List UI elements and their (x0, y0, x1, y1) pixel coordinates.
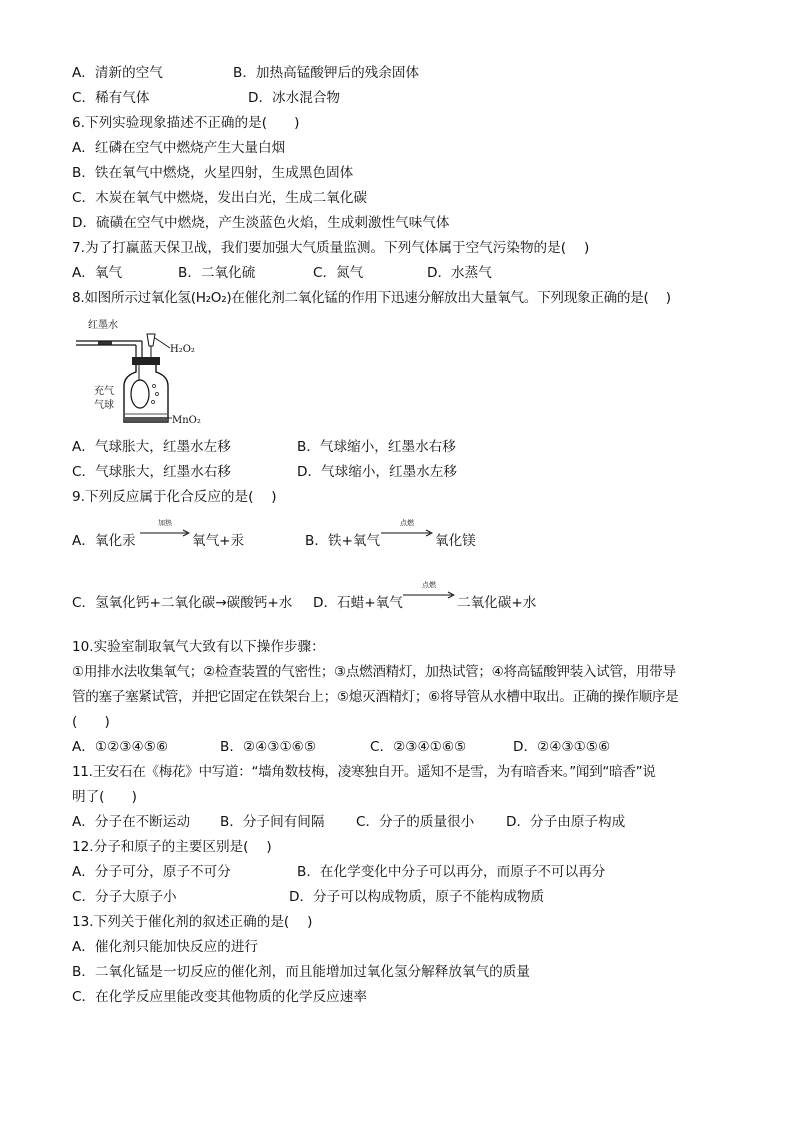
q13-option-b: B．二氧化锰是一切反应的催化剂，而且能增加过氧化氢分解释放氧气的质量 (72, 964, 530, 980)
label-balloon-1: 充气 (94, 386, 114, 397)
label-balloon-2: 气球 (94, 400, 114, 411)
label-h2o2: H₂O₂ (170, 344, 195, 355)
q12-option-d: D．分子可以构成物质，原子不能构成物质 (289, 889, 545, 905)
q8-option-a: A．气球胀大，红墨水左移 (72, 439, 231, 455)
q11-stem-line-1: 11.王安石在《梅花》中写道：“墙角数枝梅，凌寒独自开。遥知不是雪，为有暗香来。”闻到“暗香”说 (72, 764, 656, 780)
dropper (147, 334, 155, 346)
q7-option-b: B．二氧化硫 (178, 265, 256, 281)
q7-option-a: A．氧气 (72, 265, 123, 281)
q9-option-b-condition: 点燃 (400, 519, 414, 527)
q5-option-a: A．清新的空气 (72, 65, 163, 81)
q9-option-d-product: 二氧化碳+水 (457, 595, 537, 611)
q6-option-a: A．红磷在空气中燃烧产生大量白烟 (72, 140, 286, 156)
q7-stem: 7.为了打赢蓝天保卫战，我们要加强大气质量监测。下列气体属于空气污染物的是( ) (72, 240, 590, 256)
q5-option-b: B．加热高锰酸钾后的残余固体 (233, 65, 420, 81)
q9-option-a-reactant: A．氧化汞 (72, 533, 136, 549)
q5-option-c: C．稀有气体 (72, 90, 150, 106)
q12-stem: 12.分子和原子的主要区别是( ) (72, 839, 272, 855)
q7-option-c: C．氮气 (313, 265, 364, 281)
q13-stem: 13.下列关于催化剂的叙述正确的是( ) (72, 914, 313, 930)
q10-steps-line-2: 管的塞子塞紧试管，并把它固定在铁架台上；⑤熄灭酒精灯；⑥将导管从水槽中取出。正确的操作顺序是 (72, 689, 679, 705)
q9-option-b-arrow (381, 521, 433, 541)
q12-option-b: B．在化学变化中分子可以再分，而原子不可以再分 (297, 864, 606, 880)
label-red-ink: 红墨水 (88, 320, 118, 331)
q9-option-b-product: 氧化镁 (435, 533, 476, 549)
q6-stem: 6.下列实验现象描述不正确的是( ) (72, 115, 300, 131)
q11-option-d: D．分子由原子构成 (506, 814, 626, 830)
mno2-layer (125, 417, 167, 421)
q8-option-d: D．气球缩小，红墨水左移 (297, 464, 457, 480)
q9-option-a-condition: 加热 (158, 519, 172, 527)
q10-stem: 10.实验室制取氧气大致有以下操作步骤： (72, 639, 325, 655)
q10-steps-line-3: ( ) (72, 714, 110, 730)
q11-option-c: C．分子的质量很小 (356, 814, 475, 830)
q9-option-d-arrow (403, 583, 455, 603)
q6-option-b: B．铁在氧气中燃烧，火星四射，生成黑色固体 (72, 165, 354, 181)
q9-option-d-reactant: D．石蜡+氧气 (313, 595, 403, 611)
q6-option-c: C．木炭在氧气中燃烧，发出白光，生成二氧化碳 (72, 190, 367, 206)
q10-option-a: A．①②③④⑤⑥ (72, 739, 169, 755)
q5-option-d: D．冰水混合物 (248, 90, 341, 106)
q10-steps-line-1: ①用排水法收集氧气；②检查装置的气密性；③点燃酒精灯，加热试管；④将高锰酸钾装入试管，用带导 (72, 664, 676, 680)
q6-option-d: D．硫磺在空气中燃烧，产生淡蓝色火焰，生成刺激性气味气体 (72, 215, 450, 231)
q7-option-d: D．水蒸气 (427, 265, 492, 281)
q8-option-c: C．气球胀大，红墨水右移 (72, 464, 232, 480)
red-ink-drop (98, 342, 112, 345)
q8-option-b: B．气球缩小，红墨水右移 (297, 439, 456, 455)
label-mno2: MnO₂ (172, 415, 201, 426)
q13-option-a: A．催化剂只能加快反应的进行 (72, 939, 259, 955)
stopper (132, 357, 160, 365)
q9-option-a-arrow (140, 521, 190, 541)
q9-stem: 9.下列反应属于化合反应的是( ) (72, 489, 277, 505)
q9-option-b-reactant: B．铁+氧气 (305, 533, 381, 549)
q8-stem: 8.如图所示过氧化氢(H₂O₂)在催化剂二氧化锰的作用下迅速分解放出大量氧气。下列现象正确的是( ) (72, 290, 671, 306)
q12-option-c: C．分子大原子小 (72, 889, 177, 905)
q10-option-c: C．②③④①⑥⑤ (370, 739, 467, 755)
apparatus-figure (74, 314, 214, 432)
q10-option-b: B．②④③①⑥⑤ (220, 739, 317, 755)
q9-option-a-product: 氧气+汞 (192, 533, 245, 549)
q9-option-d-condition: 点燃 (422, 581, 436, 589)
q9-option-c: C．氢氧化钙+二氧化碳→碳酸钙+水 (72, 595, 293, 611)
q11-stem-line-2: 明了( ) (72, 789, 137, 805)
q10-option-d: D．②④③①⑤⑥ (513, 739, 611, 755)
balloon (131, 380, 149, 408)
q11-option-a: A．分子在不断运动 (72, 814, 191, 830)
q11-option-b: B．分子间有间隔 (220, 814, 325, 830)
q12-option-a: A．分子可分，原子不可分 (72, 864, 231, 880)
q13-option-c: C．在化学反应里能改变其他物质的化学反应速率 (72, 989, 367, 1005)
